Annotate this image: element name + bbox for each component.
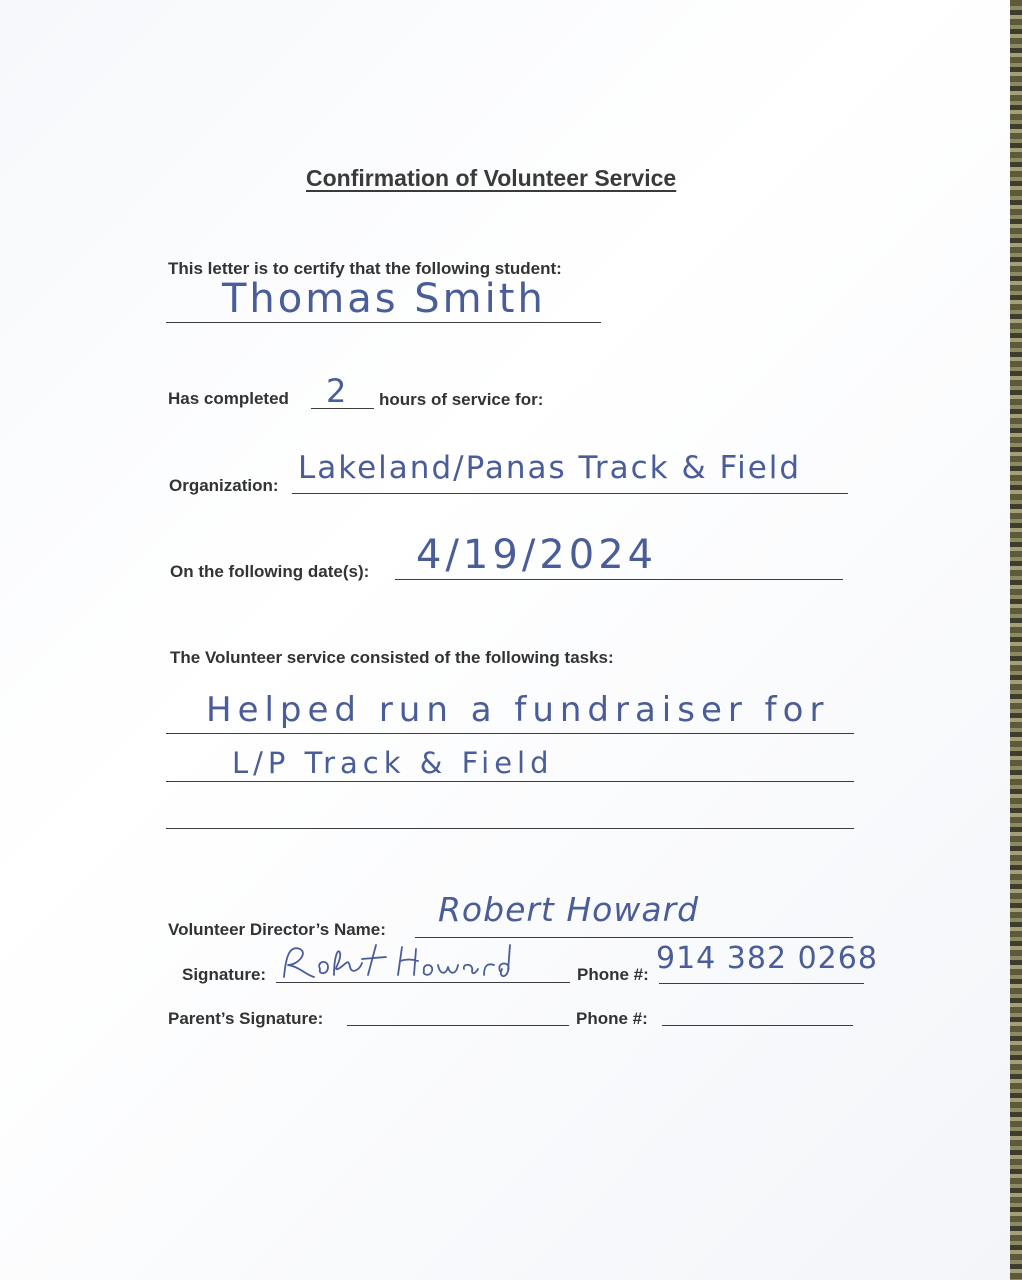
tasks-line2-value: L/P Track & Field [232,746,554,780]
director-name-value: Robert Howard [438,890,700,929]
organization-value: Lakeland/Panas Track & Field [298,450,802,486]
tasks-label: The Volunteer service consisted of the following tasks: [170,648,614,667]
tasks-line1-value: Helped run a fundraiser for [206,690,830,730]
dates-line [395,579,843,580]
hours-line [311,408,374,409]
student-name-line [166,322,601,323]
parent-phone-label: Phone #: [576,1009,648,1028]
organization-line [292,493,848,494]
signature-line [276,982,570,983]
certify-label: This letter is to certify that the following student: [168,259,562,278]
director-signature-drawing [276,935,516,985]
document-title: Confirmation of Volunteer Service [306,165,677,191]
completed-label: Has completed [168,389,289,408]
organization-label: Organization: [169,476,279,495]
tasks-line-3 [166,828,854,829]
phone-value: 914 382 0268 [656,941,878,976]
parent-phone-line [662,1025,853,1026]
hours-value: 2 [326,372,349,410]
parent-signature-label: Parent’s Signature: [168,1009,324,1028]
dates-label: On the following date(s): [170,562,370,581]
tasks-line-1 [166,733,854,734]
student-name-value: Thomas Smith [222,276,546,322]
tasks-line-2 [166,781,854,782]
phone-label: Phone #: [577,965,649,984]
director-label: Volunteer Director’s Name: [168,920,386,939]
signature-label: Signature: [182,965,267,984]
hours-label: hours of service for: [379,390,544,409]
background-edge [1010,0,1022,1280]
phone-line [659,983,864,984]
dates-value: 4/19/2024 [416,532,658,578]
parent-signature-line [347,1025,569,1026]
